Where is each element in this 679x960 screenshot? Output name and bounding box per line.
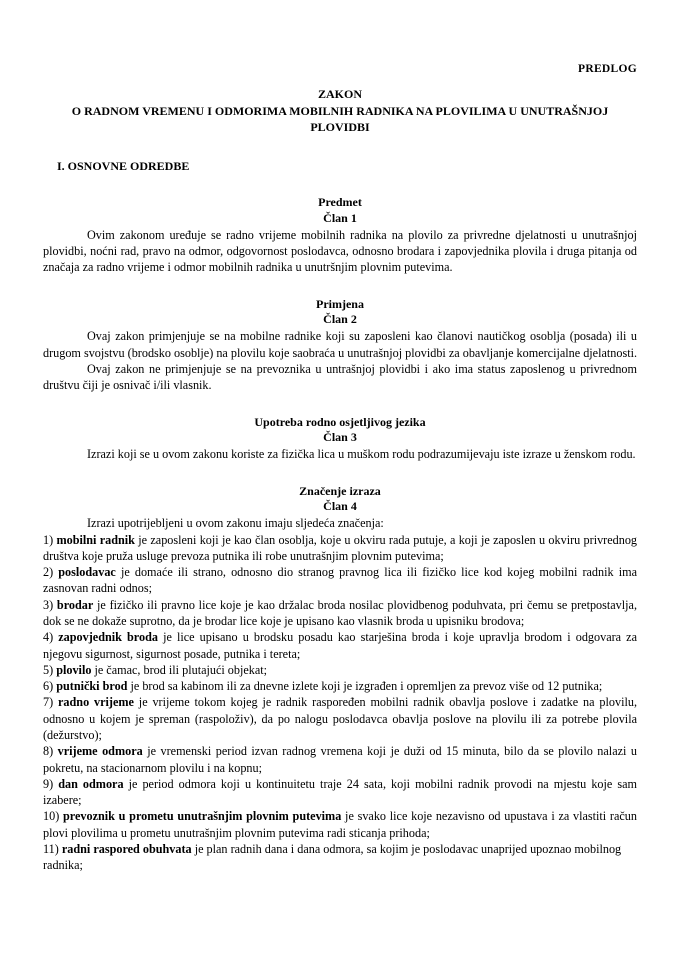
definition-marker: 5) (43, 662, 57, 677)
definition-marker: 3) (43, 597, 57, 612)
definition-term: prevoznik u prometu unutrašnjim plovnim putevima (63, 809, 342, 824)
definition-marker: 6) (43, 679, 57, 694)
definition-marker: 10) (43, 809, 63, 824)
article-4-paragraph-1: Izrazi upotrijebljeni u ovom zakonu imaju sljedeća značenja: (87, 516, 384, 531)
definition-term: zapovjednik broda (58, 630, 158, 645)
definition-item (43, 597, 637, 630)
proposal-label: PREDLOG (578, 63, 637, 75)
definition-marker: 11) (43, 841, 62, 856)
definition-item (43, 743, 637, 776)
definition-item (43, 678, 637, 694)
definition-text: je period odmora koji u kontinuitetu traje 24 sata, koji mobilni radnik provodi na mjestu koje sam izabere; (43, 776, 637, 808)
article-heading-3 (43, 415, 637, 446)
article-heading-2 (43, 297, 637, 328)
article-2-paragraph-2: Ovaj zakon ne primjenjuje se na prevoznika u untrašnjoj plovidbi i ako ima status zaposlenog u privrednom društvu čiji je osnivač i/ili vlasnik. (43, 362, 637, 393)
definition-item (43, 841, 637, 874)
chapter-heading-basic-provisions: I. OSNOVNE ODREDBE (57, 159, 190, 174)
definition-text: je lice upisano u brodsku posadu kao starješina broda i koje upravlja brodom i odgovara za njegovu sigurnost, sigurnost posade, putnika i tereta; (43, 630, 638, 661)
article-number-3: Član 3 (323, 429, 357, 444)
definition-item (43, 694, 637, 743)
definition-marker: 2) (43, 565, 59, 580)
definition-marker: 4) (43, 630, 59, 645)
definition-text: je fizičko ili pravno lice koje je kao držalac broda nosilac plovidbenog poduhvata, pri čemu se pretpostavlja, dok se ne dokaže suprotno, da je brodar lice koje je upisano kao vlasnik broda u upisniku brodova; (43, 597, 638, 628)
definition-term: radno vrijeme (58, 695, 134, 710)
article-number-2: Član 2 (323, 312, 357, 327)
definition-text: je plan radnih dana i dana odmora, sa kojim je poslodavac unaprijed upoznao mobilnog radnika; (43, 841, 622, 873)
article-1-paragraph-1: Ovim zakonom uređuje se radno vrijeme mobilnih radnika na plovilo za privredne djelatnosti u unutrašnjoj plovidbi, noćni rad, pravo na odmor, odgovornost poslodavca, odnosno brodara i zapovjednika plovila i druga pitanja od značaja za radno vrijeme i odmor mobilnih radnika u unutršnjim plovnim putevima. (43, 227, 637, 275)
definition-text: je svako lice koje nezavisno od upustava i za vlastiti račun plovi plovilima u prometu unutrašnjim plovnim putevima radi sticanja prihoda; (43, 809, 637, 840)
definitions-list (43, 532, 637, 874)
definition-text: je zaposleni koji je kao član osoblja, koje u okviru rada putuje, a koji je zaposlen u okviru privrednog društva koje pruža usluge prevoza putnika ili robe unutrašnjim plovnim putevima; (43, 532, 638, 563)
definition-marker: 1) (43, 532, 57, 547)
definition-term: dan odmora (58, 776, 124, 791)
document-content (43, 62, 637, 873)
definition-item (43, 532, 637, 565)
article-title-2: Primjena (316, 296, 364, 311)
definition-text: je vrijeme tokom kojeg je radnik raspoređen mobilni radnik obavlja poslove i zadatke na plovilu, odnosno u kojem je spreman (raspoloživ), da po nalogu poslodavca obavlja poslove na plovilu ili za potrebe plovila (dežurstvo); (43, 695, 637, 742)
article-heading-1 (43, 195, 637, 226)
definition-term: plovilo (56, 662, 92, 677)
article-number-1: Član 1 (323, 210, 357, 225)
definition-text: je vremenski period izvan radnog vremena koji je duži od 15 minuta, bilo da se plovilo nalazi u pokretu, na stacionarnom plovilu i na kopnu; (43, 744, 637, 775)
definition-text: je čamac, brod ili plutajući objekat; (91, 662, 268, 677)
article-heading-4 (43, 484, 637, 515)
law-title-main: ZAKON (317, 87, 362, 102)
definition-term: poslodavac (58, 565, 116, 580)
article-title-1: Predmet (318, 195, 362, 210)
definition-marker: 7) (43, 695, 59, 710)
definition-item (43, 629, 637, 662)
definition-term: radni raspored obuhvata (61, 841, 192, 856)
law-title-subject: O RADNOM VREMENU I ODMORIMA MOBILNIH RADNIKA NA PLOVILIMA U UNUTRAŠNJOJ PLOVIDBI (71, 103, 609, 134)
article-title-4: Značenje izraza (299, 483, 381, 498)
article-3-paragraph-1: Izrazi koji se u ovom zakonu koriste za fizička lica u muškom rodu podrazumijevaju iste izraze u ženskom rodu. (87, 447, 636, 462)
definition-item (43, 776, 637, 809)
article-title-3: Upotreba rodno osjetljivog jezika (254, 414, 426, 429)
definition-marker: 9) (43, 776, 59, 791)
definition-term: brodar (56, 597, 94, 612)
document-title (43, 87, 637, 135)
definition-item (43, 662, 637, 678)
definition-text: je domaće ili strano, odnosno dio stranog pravnog lica ili fizičko lice kod kojeg mobilni radnik ima zasnovan radni odnos; (43, 565, 637, 596)
article-number-4: Član 4 (323, 498, 357, 513)
definition-term: mobilni radnik (56, 532, 135, 547)
definition-text: je brod sa kabinom ili za dnevne izlete koji je izgrađen i opremljen za prevoz više od 12 putnika; (127, 679, 603, 694)
article-2-paragraph-1: Ovaj zakon primjenjuje se na mobilne radnike koji su zaposleni kao članovi nautičkog osoblja (posada) ili u drugom svojstvu (brodsko osoblje) na plovilu koje saobraća u unutrašnjoj plovidbi za obavljanje komercijalne djelatnosti. (43, 329, 638, 360)
definition-term: vrijeme odmora (57, 744, 143, 759)
definition-term: putnički brod (56, 679, 128, 694)
definition-item (43, 808, 637, 841)
definition-marker: 8) (43, 744, 58, 759)
definition-item (43, 564, 637, 597)
